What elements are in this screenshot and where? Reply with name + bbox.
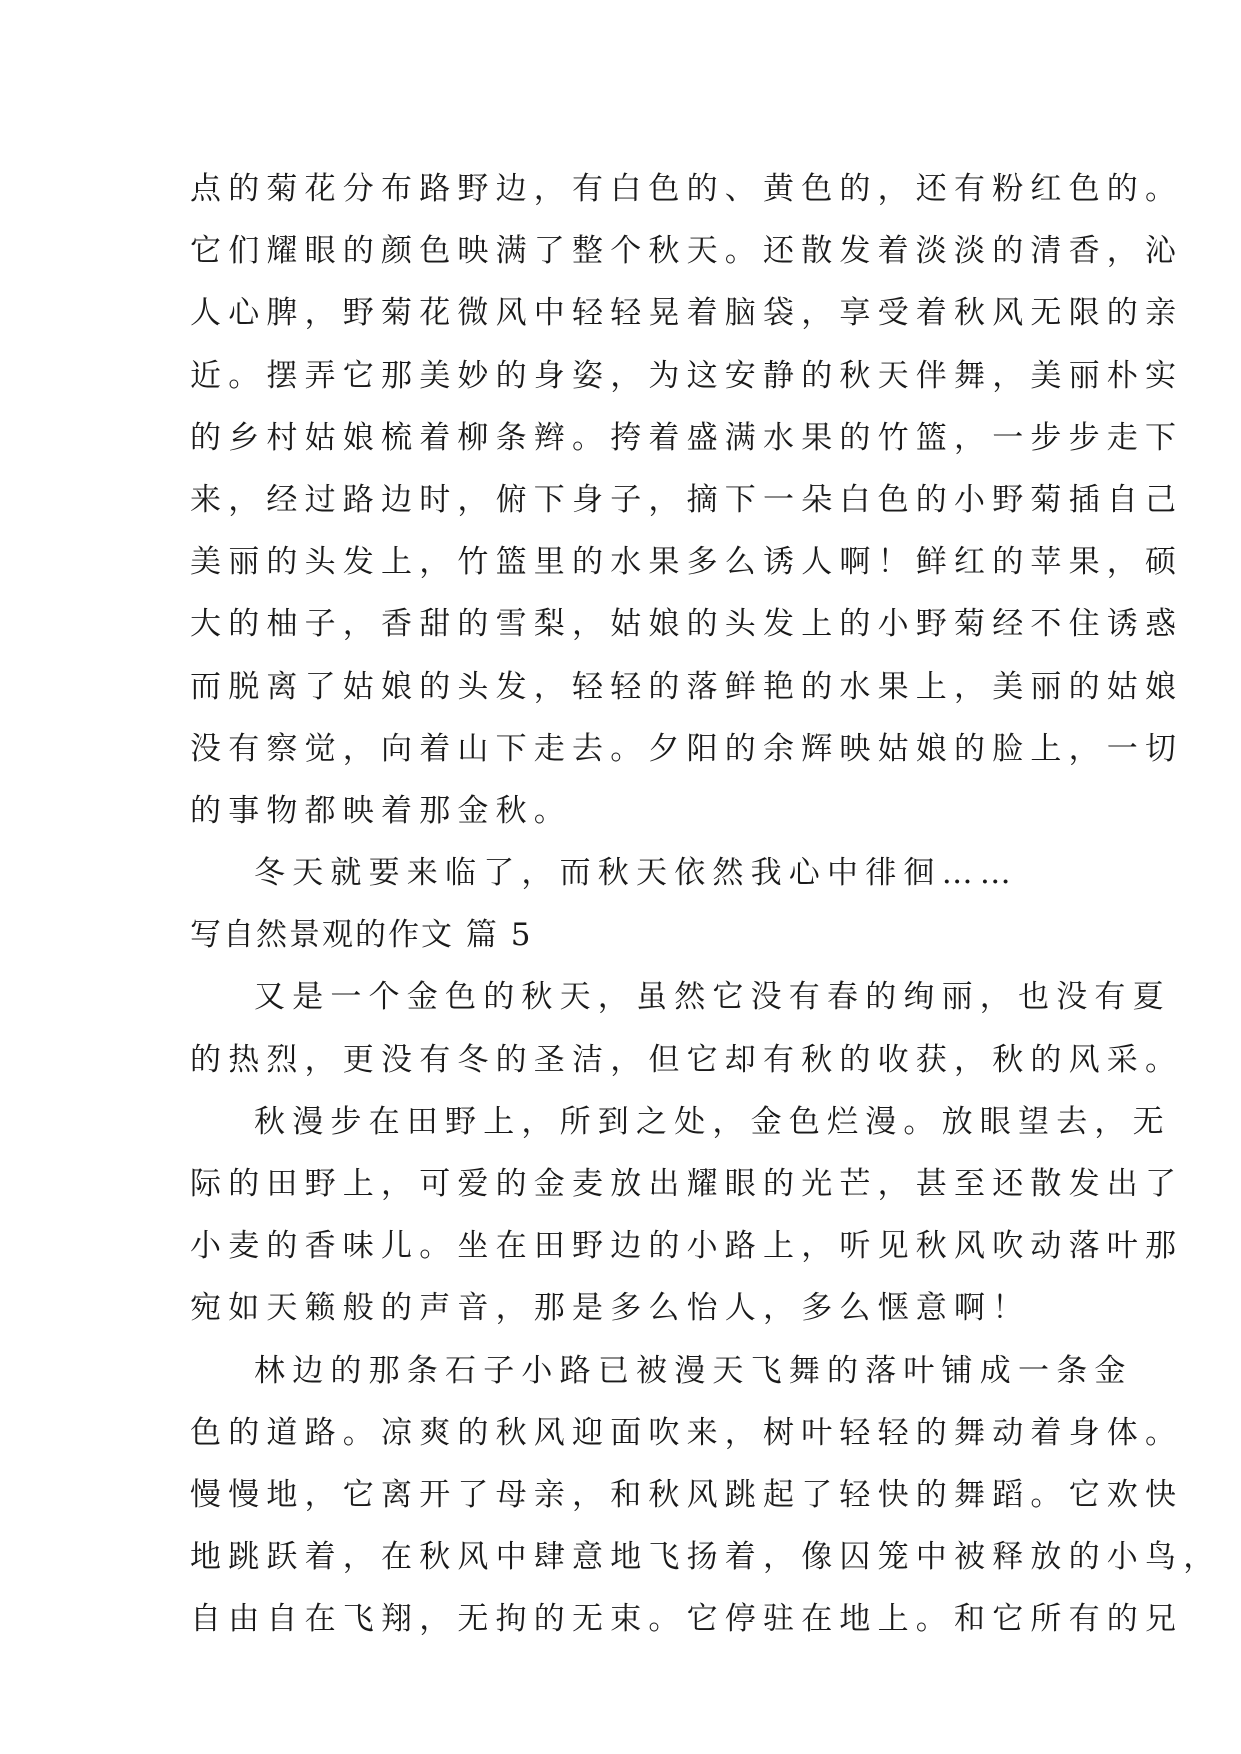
document-body <box>190 158 1222 1651</box>
text-line: 宛如天籁般的声音，那是多么怡人，多么惬意啊！ <box>190 1290 1031 1327</box>
paragraph-line: 又是一个金色的秋天，虽然它没有春的绚丽，也没有夏 <box>254 979 1171 1016</box>
text-line: 它们耀眼的颜色映满了整个秋天。还散发着淡淡的清香，沁 <box>190 233 1184 270</box>
text-line: 慢慢地，它离开了母亲，和秋风跳起了轻快的舞蹈。它欢快 <box>190 1476 1184 1513</box>
text-line: 近。摆弄它那美妙的身姿，为这安静的秋天伴舞，美丽朴实 <box>190 357 1184 394</box>
text-line: 点的菊花分布路野边，有白色的、黄色的，还有粉红色的。 <box>190 171 1184 207</box>
paragraph-line: 冬天就要来临了，而秋天依然我心中徘徊…… <box>254 855 1018 892</box>
text-line: 色的道路。凉爽的秋风迎面吹来，树叶轻轻的舞动着身体。 <box>190 1414 1184 1451</box>
text-line: 美丽的头发上，竹篮里的水果多么诱人啊！鲜红的苹果，硕 <box>190 544 1184 581</box>
text-line: 的热烈，更没有冬的圣洁，但它却有秋的收获，秋的风采。 <box>190 1041 1184 1078</box>
text-line: 人心脾，野菊花微风中轻轻晃着脑袋，享受着秋风无限的亲 <box>190 295 1184 332</box>
paragraph-line: 林边的那条石子小路已被漫天飞舞的落叶铺成一条金 <box>254 1352 1133 1389</box>
text-line: 的事物都映着那金秋。 <box>190 792 572 829</box>
text-line: 小麦的香味儿。坐在田野边的小路上，听见秋风吹动落叶那 <box>190 1228 1184 1265</box>
text-line: 际的田野上，可爱的金麦放出耀眼的光芒，甚至还散发出了 <box>190 1166 1184 1202</box>
text-line: 而脱离了姑娘的头发，轻轻的落鲜艳的水果上，美丽的姑娘 <box>190 668 1184 705</box>
text-line: 地跳跃着，在秋风中肆意地飞扬着，像囚笼中被释放的小鸟， <box>190 1539 1222 1576</box>
text-line: 自由自在飞翔，无拘的无束。它停驻在地上。和它所有的兄 <box>190 1601 1184 1638</box>
text-line: 的乡村姑娘梳着柳条辫。挎着盛满水果的竹篮，一步步走下 <box>190 419 1184 456</box>
text-line: 大的柚子，香甜的雪梨，姑娘的头发上的小野菊经不住诱惑 <box>190 606 1184 643</box>
text-line: 没有察觉，向着山下走去。夕阳的余辉映姑娘的脸上，一切 <box>190 730 1184 767</box>
paragraph-line: 秋漫步在田野上，所到之处，金色烂漫。放眼望去，无 <box>254 1103 1171 1140</box>
section-heading: 写自然景观的作文 篇 5 <box>190 917 533 954</box>
text-line: 来，经过路边时，俯下身子，摘下一朵白色的小野菊插自己 <box>190 481 1184 518</box>
